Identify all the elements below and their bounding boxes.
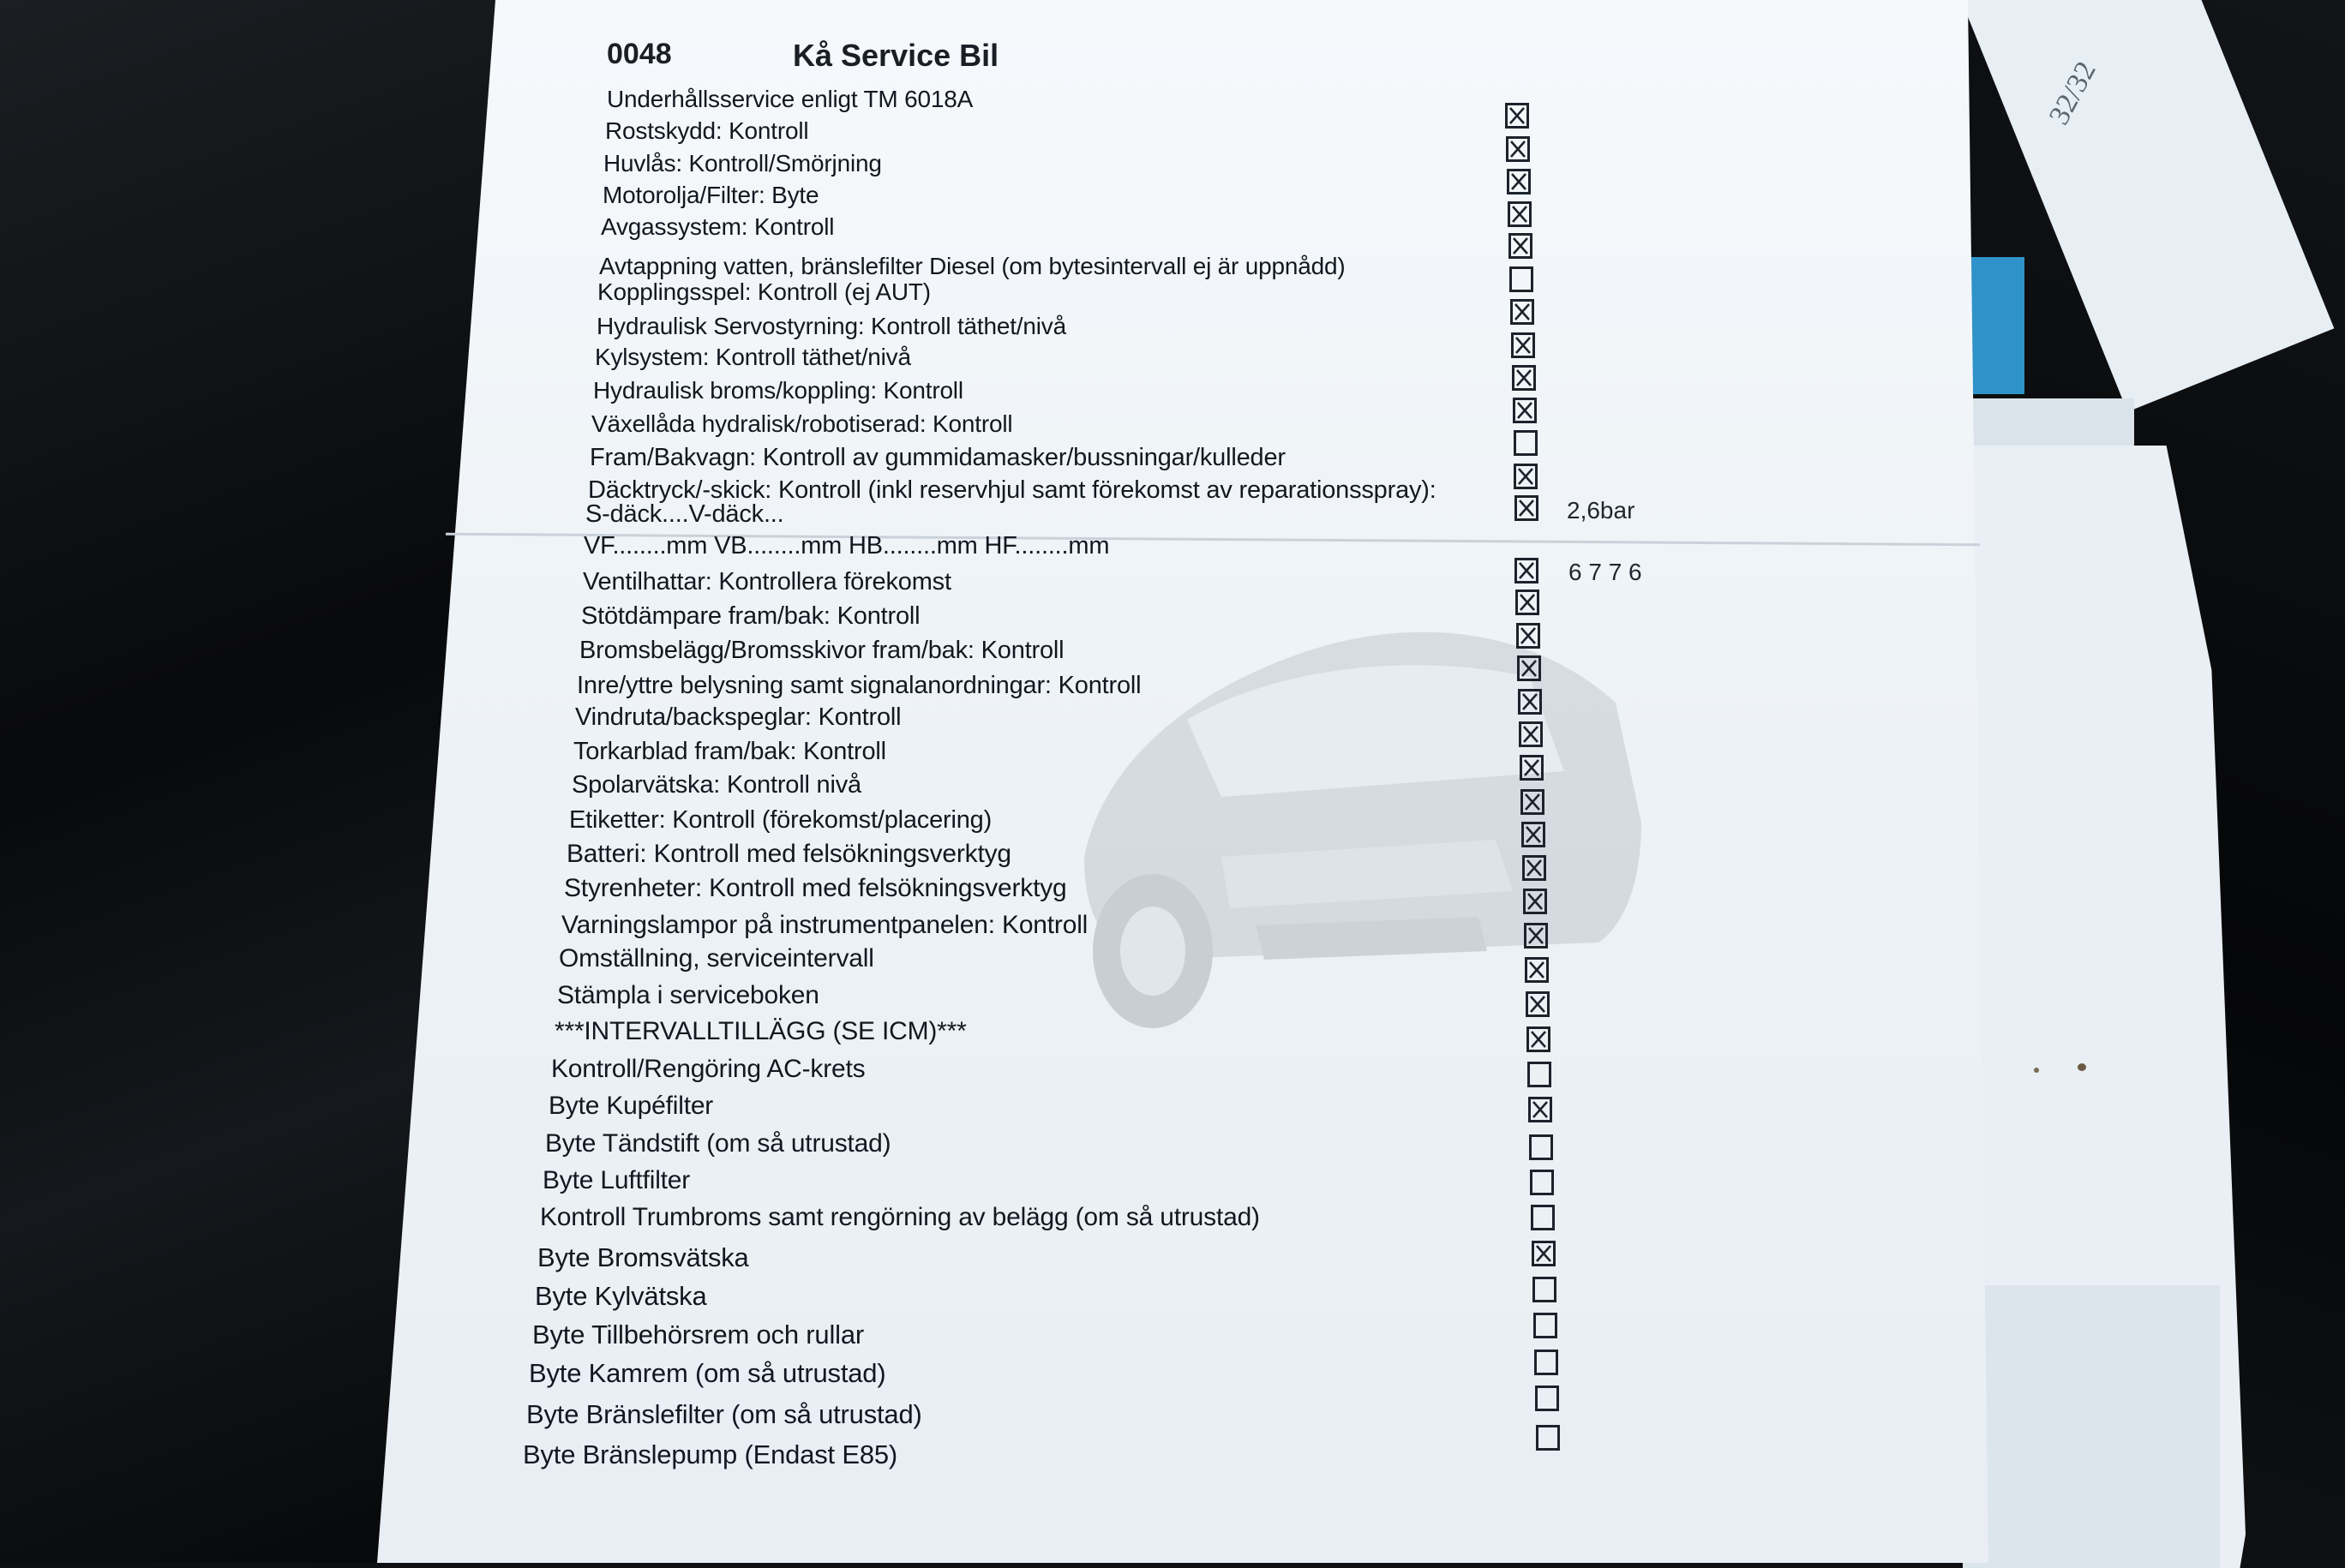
x-mark-icon (1520, 594, 1535, 611)
x-mark-icon (1517, 402, 1532, 419)
checkbox-empty[interactable] (1514, 430, 1538, 456)
checkbox-checked[interactable] (1517, 655, 1541, 681)
checklist-item-label: Kopplingsspel: Kontroll (ej AUT) (597, 278, 931, 305)
checklist-item-label: Spolarvätska: Kontroll nivå (572, 771, 861, 799)
checklist-item-label: Avgassystem: Kontroll (601, 213, 835, 240)
checklist-item-label: Hydraulisk broms/koppling: Kontroll (593, 377, 963, 404)
checkbox-checked[interactable] (1528, 1097, 1552, 1122)
checklist-item-label: Batteri: Kontroll med felsökningsverktyg (567, 840, 1011, 868)
x-mark-icon (1527, 893, 1543, 910)
checkbox-checked[interactable] (1512, 365, 1536, 391)
checkbox-checked[interactable] (1511, 332, 1535, 358)
x-mark-icon (1536, 1245, 1551, 1262)
x-mark-icon (1526, 826, 1541, 843)
x-mark-icon (1520, 627, 1536, 644)
checklist-item-label: Fram/Bakvagn: Kontroll av gummidamasker/bussningar/kulleder (590, 444, 1286, 471)
checklist-item-label: Byte Tillbehörsrem och rullar (532, 1320, 865, 1350)
side-paper-page-label: 32/32 (2042, 56, 2102, 130)
checklist-item-label: Kontroll Trumbroms samt rengörning av belägg (om så utrustad) (540, 1203, 1260, 1231)
handwritten-value: 6 7 7 6 (1568, 559, 1642, 585)
checklist-item-label: Byte Kupéfilter (549, 1092, 714, 1120)
checkbox-empty[interactable] (1536, 1425, 1560, 1451)
checkbox-checked[interactable] (1510, 299, 1534, 325)
checklist-item-label: Styrenheter: Kontroll med felsökningsverktyg (564, 874, 1067, 902)
checklist-item-label: Motorolja/Filter: Byte (603, 182, 819, 208)
checklist-item-label: S-däck....V-däck... (585, 500, 784, 528)
x-mark-icon (1526, 859, 1542, 877)
checkbox-checked[interactable] (1519, 721, 1543, 747)
checkbox-checked[interactable] (1514, 495, 1538, 521)
checkbox-checked[interactable] (1514, 558, 1538, 584)
x-mark-icon (1513, 237, 1528, 254)
x-mark-icon (1519, 500, 1534, 517)
checklist-item-label: Vindruta/backspeglar: Kontroll (575, 703, 902, 731)
checklist-item-label: Byte Tändstift (om så utrustad) (545, 1129, 891, 1158)
speck (2078, 1063, 2086, 1071)
checkbox-empty[interactable] (1535, 1385, 1559, 1411)
checklist-item-label: Byte Kamrem (om så utrustad) (529, 1358, 886, 1388)
car-watermark-image (1050, 600, 1650, 1045)
checklist-item-label: Växellåda hydralisk/robotiserad: Kontroll (591, 410, 1013, 437)
x-mark-icon (1523, 726, 1538, 743)
checkbox-checked[interactable] (1514, 464, 1538, 489)
x-mark-icon (1530, 996, 1545, 1013)
checkbox-empty[interactable] (1533, 1313, 1557, 1338)
checkbox-checked[interactable] (1524, 923, 1548, 949)
checkbox-checked[interactable] (1520, 755, 1544, 781)
checkbox-checked[interactable] (1505, 103, 1529, 129)
x-mark-icon (1516, 369, 1532, 386)
x-mark-icon (1525, 793, 1540, 811)
checkbox-checked[interactable] (1526, 991, 1550, 1017)
checkbox-checked[interactable] (1507, 169, 1531, 195)
checklist-item-label: Kylsystem: Kontroll täthet/nivå (595, 344, 911, 370)
document-title: Kå Service Bil (793, 38, 999, 73)
x-mark-icon (1514, 303, 1530, 320)
x-mark-icon (1521, 660, 1537, 677)
checklist-item-label: Torkarblad fram/bak: Kontroll (573, 738, 886, 765)
x-mark-icon (1524, 759, 1539, 776)
checklist-item-label: Ventilhattar: Kontrollera förekomst (583, 568, 951, 595)
checklist-item-label: Omställning, serviceintervall (559, 944, 874, 973)
checkbox-checked[interactable] (1532, 1241, 1556, 1266)
speck (2034, 1068, 2039, 1073)
checkbox-checked[interactable] (1508, 233, 1532, 259)
x-mark-icon (1511, 173, 1526, 190)
x-mark-icon (1518, 468, 1533, 485)
checklist-item-label: Rostskydd: Kontroll (605, 117, 809, 144)
checklist-item-label: Kontroll/Rengöring AC-krets (551, 1055, 866, 1083)
checklist-item-label: Avtappning vatten, bränslefilter Diesel (om bytesintervall ej är uppnådd) (599, 253, 1346, 279)
x-mark-icon (1519, 562, 1534, 579)
side-paper-lower (1963, 1285, 2220, 1568)
checklist-item-label: Huvlås: Kontroll/Smörjning (603, 150, 882, 177)
checklist-item-label: Underhållsservice enligt TM 6018A (607, 86, 974, 112)
x-mark-icon (1529, 961, 1544, 979)
checklist-item-label: Varningslampor på instrumentpanelen: Kontroll (561, 911, 1089, 939)
checkbox-checked[interactable] (1518, 689, 1542, 715)
checklist-item-label: Bromsbelägg/Bromsskivor fram/bak: Kontroll (579, 637, 1065, 664)
checklist-item-label: Stämpla i serviceboken (557, 981, 819, 1009)
checkbox-empty[interactable] (1509, 266, 1533, 292)
checkbox-checked[interactable] (1523, 889, 1547, 914)
checkbox-empty[interactable] (1534, 1350, 1558, 1375)
x-mark-icon (1522, 693, 1538, 710)
blue-tab (1970, 257, 2024, 394)
x-mark-icon (1528, 927, 1544, 944)
checkbox-empty[interactable] (1532, 1277, 1556, 1302)
checkbox-checked[interactable] (1522, 855, 1546, 881)
checklist-item-label: Byte Bränslepump (Endast E85) (523, 1439, 898, 1469)
checkbox-empty[interactable] (1527, 1062, 1551, 1087)
checklist-item-label: Inre/yttre belysning samt signalanordningar: Kontroll (577, 672, 1142, 699)
x-mark-icon (1531, 1031, 1546, 1048)
x-mark-icon (1510, 141, 1526, 158)
checklist-item-label: ***INTERVALLTILLÄGG (SE ICM)*** (555, 1017, 967, 1045)
checklist-item-label: Däcktryck/-skick: Kontroll (inkl reservhjul samt förekomst av reparationsspray): (588, 476, 1436, 504)
checkbox-checked[interactable] (1513, 398, 1537, 423)
checkbox-checked[interactable] (1516, 623, 1540, 649)
handwritten-value: 2,6bar (1567, 497, 1635, 524)
checklist-item-label: Byte Luftfilter (543, 1166, 691, 1194)
checkbox-checked[interactable] (1526, 1026, 1550, 1052)
x-mark-icon (1532, 1101, 1548, 1118)
checklist-item-label: Byte Bränslefilter (om så utrustad) (526, 1399, 922, 1429)
checklist-item-label: Stötdämpare fram/bak: Kontroll (581, 602, 921, 630)
document-number: 0048 (607, 38, 672, 70)
x-mark-icon (1515, 337, 1531, 354)
checklist-item-label: Etiketter: Kontroll (förekomst/placering) (569, 806, 993, 834)
x-mark-icon (1509, 107, 1525, 124)
checkbox-checked[interactable] (1520, 789, 1544, 815)
checkbox-checked[interactable] (1525, 957, 1549, 983)
checkbox-empty[interactable] (1531, 1205, 1555, 1230)
checkbox-empty[interactable] (1529, 1134, 1553, 1160)
checklist-item-label: VF........mm VB........mm HB........mm HF........mm (584, 532, 1110, 560)
checklist-item-label: Byte Kylvätska (535, 1281, 707, 1311)
checkbox-checked[interactable] (1521, 822, 1545, 847)
checkbox-empty[interactable] (1530, 1170, 1554, 1195)
checklist-item-label: Byte Bromsvätska (537, 1242, 749, 1272)
x-mark-icon (1512, 206, 1527, 223)
checkbox-checked[interactable] (1515, 589, 1539, 615)
checkbox-checked[interactable] (1508, 201, 1532, 227)
checklist-item-label: Hydraulisk Servostyrning: Kontroll täthet/nivå (597, 313, 1066, 339)
checkbox-checked[interactable] (1506, 136, 1530, 162)
